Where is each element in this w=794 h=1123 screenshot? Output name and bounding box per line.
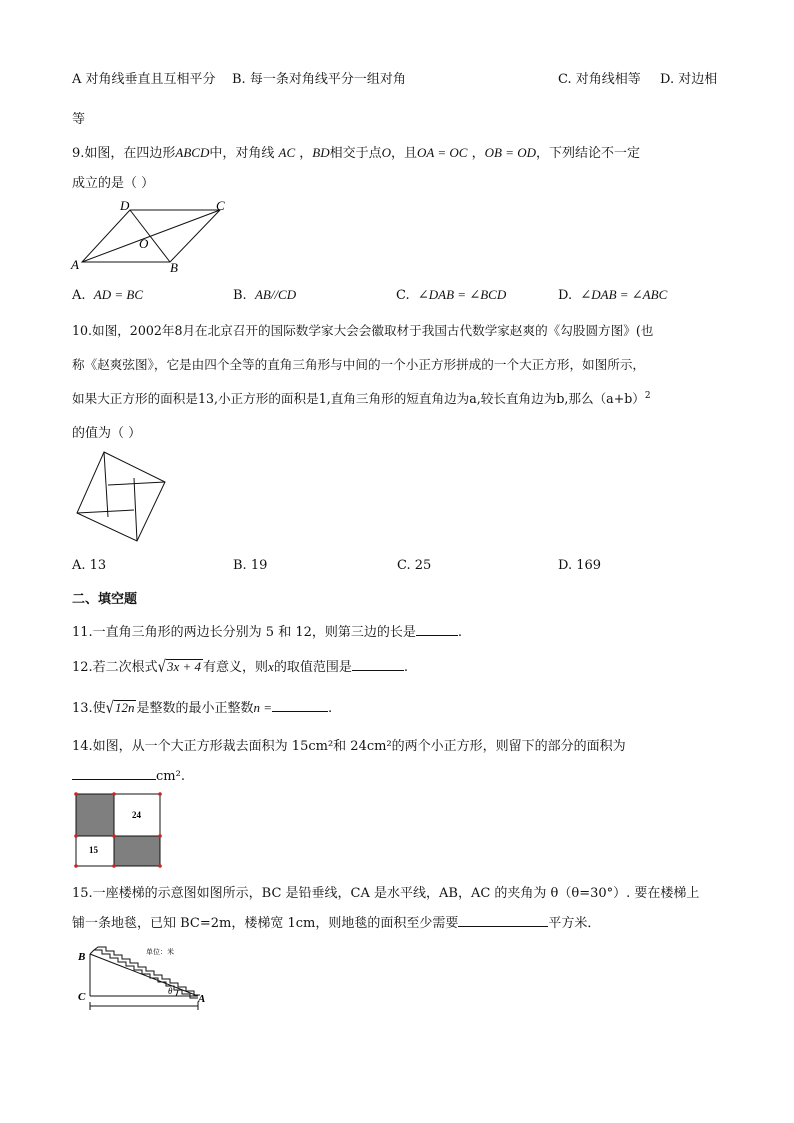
q14-answer-blank[interactable]: [72, 766, 156, 780]
q14-label-24: 24: [132, 810, 141, 820]
q15-staircase-figure: [72, 940, 212, 1012]
q9-option-b: B. AB//CD: [233, 287, 297, 303]
q8-option-c: C. 对角线相等: [558, 72, 641, 87]
q9-option-d: D. ∠DAB = ∠ABC: [558, 287, 668, 303]
q10-stem-line3: 如果大正方形的面积是13,小正方形的面积是1,直角三角形的短直角边为a,较长直角边为b,那么$(a+b)^2$: [72, 390, 651, 406]
q12-stem: 12.若二次根式√3x + 4 有意义，则x的取值范围是 .: [72, 658, 408, 677]
q10-stem-line1: 10.如图，2002年8月在北京召开的国际数学家大会会徽取材于我国古代数学家赵爽的《勾股圆方图》(也: [72, 323, 654, 338]
q8-option-d-continued: 等: [72, 112, 86, 127]
q8-option-a: A 对角线垂直且互相平分: [72, 72, 216, 87]
q8-option-d: D. 对边相: [660, 72, 718, 87]
q13-radical-sign: √: [105, 699, 114, 718]
q9-label-o: O: [139, 236, 149, 251]
q14-label-15: 15: [89, 845, 98, 855]
q15-label-c: C: [78, 991, 86, 1003]
q11-stem: 11.一直角三角形的两边长分别为 5 和 12，则第三边的长是 .: [72, 621, 462, 640]
q10-zhaoshuang-figure: [74, 450, 169, 545]
q15-stem-line2: 铺一条地毯，已知 BC=2m，楼梯宽 1cm，则地毯的面积至少需要 平方米．: [72, 912, 600, 931]
q15-label-theta: θ: [168, 986, 173, 996]
q10-stem-line4: 的值为（ ）: [72, 426, 142, 441]
q9-option-c: C. ∠DAB = ∠BCD: [396, 287, 507, 303]
q15-unit-label: 单位：米: [146, 948, 174, 956]
section-heading-fill-in: 二、填空题: [72, 592, 138, 607]
q13-answer-blank[interactable]: [272, 698, 328, 712]
q15-stem-line1: 15.一座楼梯的示意图如图所示，BC 是铅垂线，CA 是水平线，AB，AC 的夹角为 θ（θ=30°）. 要在楼梯上: [72, 886, 700, 901]
q9-stem-line2: 成立的是（ ）: [72, 176, 155, 191]
q14-stem-line1: 14.如图，从一个大正方形裁去面积为 15cm²和 24cm²的两个小正方形，则留下的部分的面积为: [72, 739, 626, 754]
q10-option-a: A. 13: [72, 558, 107, 573]
q10-stem-line2: 称《赵爽弦图》，它是由四个全等的直角三角形与中间的一个小正方形拼成的一个大正方形，如图所示，: [72, 357, 646, 372]
q15-answer-blank[interactable]: [458, 913, 548, 927]
q9-parallelogram-figure: [70, 198, 235, 278]
q10-option-d: D. 169: [558, 558, 602, 573]
q9-option-a: A. AD = BC: [72, 287, 144, 303]
q14-squares-figure: [72, 790, 164, 870]
q12-answer-blank[interactable]: [352, 657, 404, 671]
q10-option-b: B. 19: [233, 558, 268, 573]
q9-label-b: B: [170, 260, 178, 275]
q9-label-c: C: [216, 198, 225, 213]
q15-label-a: A: [198, 993, 206, 1005]
q14-stem-line2: cm².: [72, 766, 185, 784]
q13-stem: 13.使√12n 是整数的最小正整数n = .: [72, 699, 333, 718]
q10-option-c: C. 25: [397, 558, 432, 573]
q9-stem-line1: 9.如图，在四边形ABCD中，对角线 AC ，BD相交于点O，且OA = OC ，OB = OD，下列结论不一定: [72, 145, 641, 161]
q11-answer-blank[interactable]: [416, 622, 458, 636]
q9-label-a: A: [71, 257, 79, 272]
q9-label-d: D: [120, 198, 130, 213]
q15-label-b: B: [78, 951, 86, 963]
q12-radical-sign: √: [157, 658, 166, 677]
q8-option-b: B. 每一条对角线平分一组对角: [232, 72, 406, 87]
